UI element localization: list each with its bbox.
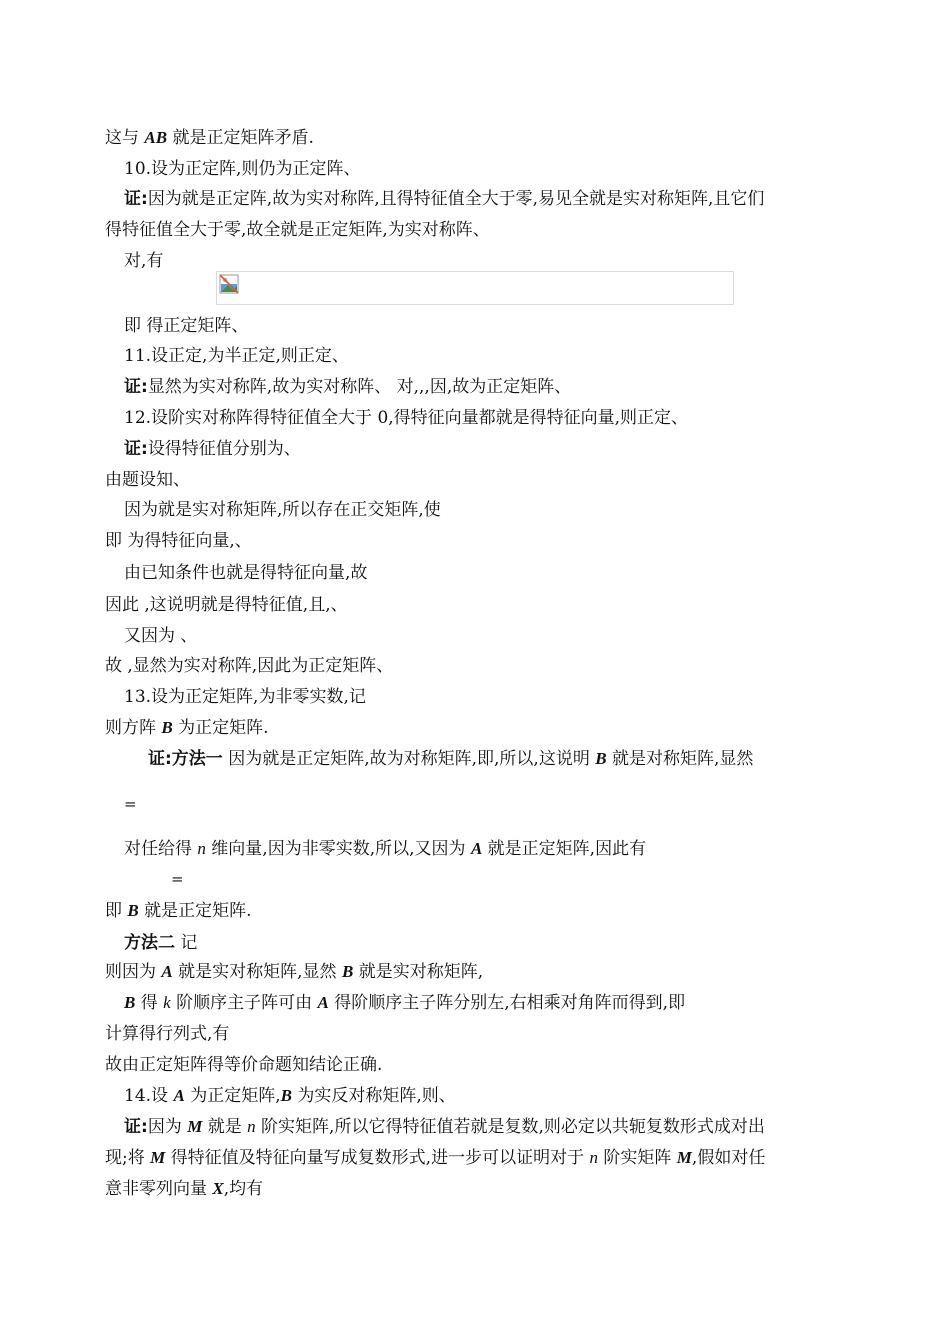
proof-label: 证: — [124, 1117, 148, 1137]
math-symbol: A — [470, 839, 483, 858]
text: 得特征值及特征向量写成复数形式,进一步可以证明对于 — [165, 1148, 590, 1168]
proof-label: 证: — [124, 377, 148, 397]
text: 为实反对称矩阵,则、 — [291, 1086, 456, 1106]
problem-13-statement: 13.设为正定矩阵,为非零实数,记 — [124, 687, 366, 707]
text-line: 即 得正定矩阵、 — [124, 316, 249, 336]
text-line — [105, 961, 483, 983]
text-line — [124, 992, 685, 1014]
text-line — [105, 127, 314, 149]
text-line — [105, 900, 252, 922]
text-line: 由题设知、 — [105, 470, 190, 490]
text-line — [105, 1178, 263, 1200]
math-symbol: A — [173, 1086, 185, 1105]
text-line — [105, 1147, 765, 1169]
text: 现;将 — [105, 1148, 151, 1168]
equation-fragment: = — [124, 795, 137, 813]
math-symbol: n — [247, 1117, 256, 1136]
proof-line — [124, 376, 571, 398]
text: 为正定矩阵, — [184, 1086, 281, 1106]
text: 就是 — [202, 1117, 248, 1137]
math-symbol: M — [187, 1117, 203, 1136]
text: 对任给得 — [124, 839, 198, 859]
math-symbol: A — [161, 962, 173, 981]
text: 得 — [135, 993, 164, 1013]
math-symbol: B — [341, 962, 354, 981]
text: 14.设 — [124, 1086, 174, 1106]
math-symbol: B — [124, 993, 136, 1012]
text: 设得特征值分别为、 — [147, 439, 301, 459]
text: 则因为 — [105, 962, 162, 982]
text-line: 因此 ,这说明就是得特征值,且,、 — [105, 595, 348, 615]
text-line: 因为就是实对称矩阵,所以存在正交矩阵,使 — [124, 500, 441, 520]
math-symbol: B — [595, 749, 607, 768]
text: 记 — [175, 933, 198, 953]
text: 因为就是正定阵,故为实对称阵,且得特征值全大于零,易见全就是实对称矩阵,且它们 — [147, 189, 765, 209]
math-symbol: AB — [144, 128, 168, 147]
math-symbol: n — [589, 1148, 598, 1167]
text: 因为就是正定矩阵,故为对称矩阵,即,所以,这说明 — [222, 749, 596, 769]
text-line: 计算得行列式,有 — [105, 1024, 230, 1044]
method-two-heading — [124, 932, 197, 954]
proof-line — [124, 1116, 765, 1138]
proof-label: 证:方法一 — [148, 749, 223, 769]
text: 意非零列向量 — [105, 1179, 213, 1199]
text: 得阶顺序主子阵分别左,右相乘对角阵而得到,即 — [328, 993, 686, 1013]
math-symbol: k — [163, 993, 171, 1012]
text: ,均有 — [223, 1179, 264, 1199]
problem-14-statement — [124, 1085, 456, 1107]
text: 即 — [105, 901, 128, 921]
math-symbol: A — [317, 993, 329, 1012]
proof-label: 证: — [124, 189, 148, 209]
text: 为正定矩阵. — [172, 718, 269, 738]
math-symbol: X — [212, 1179, 224, 1198]
text-line: 故由正定矩阵得等价命题知结论正确. — [105, 1055, 383, 1075]
text: 则方阵 — [105, 718, 162, 738]
text: 阶实矩阵 — [597, 1148, 677, 1168]
equation-fragment: = — [171, 870, 184, 888]
text: 阶实矩阵,所以它得特征值若就是复数,则必定以共轭复数形式成对出 — [255, 1117, 765, 1137]
text-line: 对,有 — [124, 251, 164, 271]
math-symbol: n — [197, 839, 206, 858]
math-symbol: B — [127, 901, 139, 920]
proof-label: 证: — [124, 439, 148, 459]
math-symbol: B — [161, 718, 173, 737]
text-line: 又因为 、 — [124, 626, 198, 646]
method-label: 方法二 — [124, 933, 175, 953]
text: 就是正定矩阵矛盾. — [167, 128, 314, 148]
broken-image-icon — [219, 274, 239, 294]
problem-12-statement: 12.设阶实对称阵得特征值全大于 0,得特征向量都就是得特征向量,则正定、 — [124, 408, 689, 428]
text: 就是正定矩阵,因此有 — [482, 839, 647, 859]
text-line: 故 ,显然为实对称阵,因此为正定矩阵、 — [105, 656, 394, 676]
text: 阶顺序主子阵可由 — [170, 993, 318, 1013]
text-line — [124, 838, 646, 860]
text: 这与 — [105, 128, 145, 148]
text: 就是实对称矩阵, — [353, 962, 484, 982]
problem-10-statement: 10.设为正定阵,则仍为正定阵、 — [124, 159, 361, 179]
math-symbol: M — [676, 1148, 692, 1167]
text: 就是正定矩阵. — [138, 901, 252, 921]
proof-line — [148, 748, 753, 770]
text: 就是实对称矩阵,显然 — [172, 962, 342, 982]
text: 维向量,因为非零实数,所以,又因为 — [205, 839, 471, 859]
math-symbol: B — [280, 1086, 292, 1105]
broken-image-placeholder — [216, 271, 734, 305]
text-line: 即 为得特征向量,、 — [105, 531, 252, 551]
text: 显然为实对称阵,故为实对称阵、 对,,,因,故为正定矩阵、 — [147, 377, 572, 397]
text-line: 由已知条件也就是得特征向量,故 — [124, 563, 368, 583]
text: 就是对称矩阵,显然 — [606, 749, 754, 769]
text-line — [105, 717, 269, 739]
math-symbol: M — [150, 1148, 166, 1167]
text: 因为 — [147, 1117, 188, 1137]
problem-11-statement: 11.设正定,为半正定,则正定、 — [124, 346, 349, 366]
proof-line — [124, 438, 301, 460]
text: ,假如对任 — [691, 1148, 766, 1168]
text-line: 得特征值全大于零,故全就是正定矩阵,为实对称阵、 — [105, 220, 490, 240]
proof-line — [124, 188, 764, 210]
